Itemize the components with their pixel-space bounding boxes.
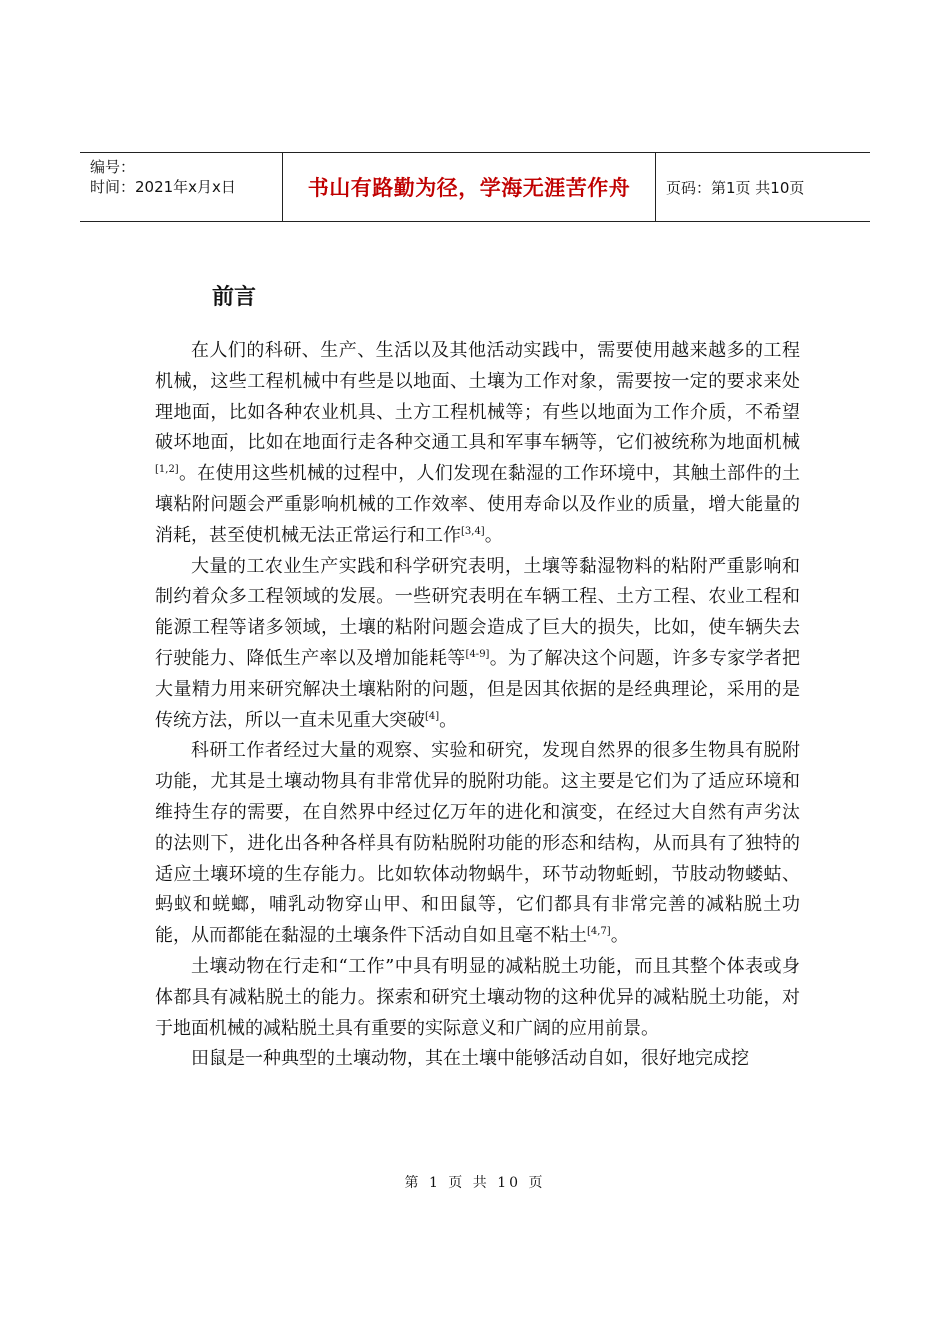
paragraph-text: 。 [439,709,458,731]
paragraph-text: 科研工作者经过大量的观察、实验和研究，发现自然界的很多生物具有脱附功能，尤其是土壤动物具有非常优异的脱附功能。这主要是它们为了适应环境和维持生存的需要，在自然界中经过亿万年的进化和演变，在经过大自然有声劣汰的法则下，进化出各种各样具有防粘脱附功能的形态和结构，从而具有了独特的适应土壤环境的生存能力。比如软体动物蜗牛，环节动物蚯蚓，节肢动物蝼蛄、蚂蚁和蜣螂，哺乳动物穿山甲、和田鼠等，它们都具有非常完善的减粘脱土功能，从而都能在黏湿的土壤条件下活动自如且毫不粘土 [155,740,800,947]
paragraph-text: 在人们的科研、生产、生活以及其他活动实践中，需要使用越来越多的工程机械，这些工程机械中有些是以地面、土壤为工作对象，需要按一定的要求来处理地面，比如各种农业机具、土方工程机械等；有些以地面为工作介质，不希望破坏地面，比如在地面行走各种交通工具和军事车辆等，它们被统称为地面机械 [155,340,800,454]
paragraph [155,552,800,737]
paragraph [155,952,800,1044]
paragraph-text: 。为了解决这个问题，许多专家学者把大量精力用来研究解决土壤粘附的问题，但是因其依据的是经典理论，采用的是传统方法，所以一直未见重大突破 [155,647,800,731]
paragraph [155,1044,800,1075]
paragraph [155,336,800,552]
section-heading: 前言 [212,285,257,310]
paragraph-text: 。 [610,925,629,947]
citation-ref: [3,4] [461,525,485,537]
body-text [155,336,800,1075]
paragraph-text: 大量的工农业生产实践和科学研究表明，土壤等黏湿物料的粘附严重影响和制约着众多工程领域的发展。一些研究表明在车辆工程、土方工程、农业工程和能源工程等诸多领域，土壤的粘附问题会造成了巨大的损失，比如，使车辆失去行驶能力、降低生产率以及增加能耗等 [155,555,800,669]
paragraph [155,736,800,952]
citation-ref: [4] [425,710,440,722]
page-footer: 第 1 页 共 10 页 [404,1175,546,1191]
citation-ref: [1,2] [155,464,179,476]
time-label: 时间：2021年x月x日 [90,178,236,196]
paragraph-text: 土壤动物在行走和“工作”中具有明显的减粘脱土功能，而且其整个体表或身体都具有减粘脱土的能力。探索和研究土壤动物的这种优异的减粘脱土功能，对于地面机械的减粘脱土具有重要的实际意义和广阔的应用前景。 [155,955,800,1039]
header-page-code: 页码：第1页 共10页 [666,178,805,197]
citation-ref: [4-9] [465,648,490,660]
paragraph-text: 。 [484,524,503,546]
paragraph-text: 。在使用这些机械的过程中，人们发现在黏湿的工作环境中，其触土部件的土壤粘附问题会严重影响机械的工作效率、使用寿命以及作业的质量，增大能量的消耗，甚至使机械无法正常运行和工作 [155,463,800,546]
paragraph-text: 田鼠是一种典型的土壤动物，其在土壤中能够活动自如，很好地完成挖 [191,1048,749,1070]
citation-ref: [4,7] [587,926,611,938]
header-motto: 书山有路勤为径，学海无涯苦作舟 [282,153,656,221]
page-header [80,152,870,222]
number-label: 编号： [90,158,136,176]
header-meta [80,153,282,221]
